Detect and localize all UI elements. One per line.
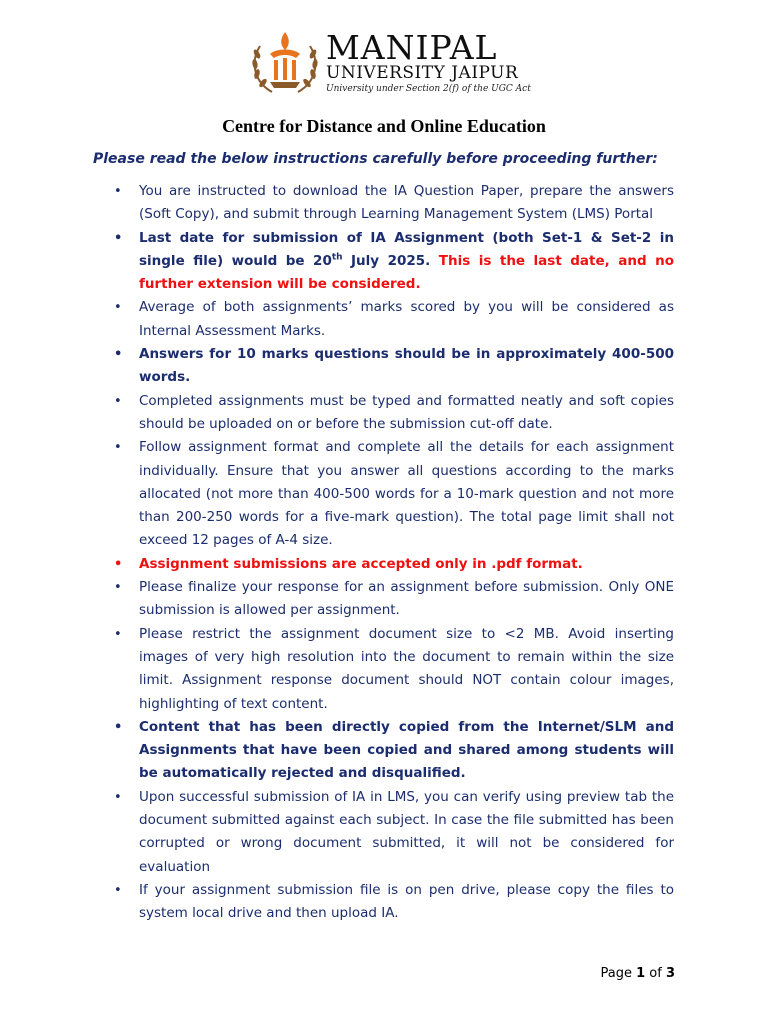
bullet: • (114, 440, 122, 456)
list-item (112, 553, 674, 576)
bullet: • (114, 347, 123, 363)
list-item (112, 296, 674, 343)
list-item (112, 436, 674, 552)
list-item-text: Last date for submission of IA Assignment (both Set-1 & Set-2 in single file) would be 20 (139, 229, 674, 269)
list-item-text: Answers for 10 marks questions should be in approximately 400-500 words. (139, 346, 674, 386)
page-current: 1 (636, 966, 646, 981)
list-item (112, 879, 674, 926)
bullet: • (114, 556, 123, 572)
logo-tagline: University under Section 2(f) of the UGC Act (326, 84, 531, 94)
list-item-text: You are instructed to download the IA Question Paper, prepare the answers (Soft Copy), and submit through Learning Management System (LMS) Portal (139, 183, 674, 223)
list-item-text: Upon successful submission of IA in LMS, you can verify using preview tab the document submitted against each subject. In case the file submitted has been corrupted or wrong document submitted, it will not be considered for evaluation (139, 788, 674, 875)
bullet: • (114, 393, 122, 409)
list-item (112, 716, 674, 786)
of-label: of (649, 966, 662, 981)
list-item-text: Assignment submissions are accepted only in .pdf format. (139, 555, 583, 572)
list-item-text: Content that has been directly copied from the Internet/SLM and Assignments that have been copied and shared among students will be automatically rejected and disqualified. (139, 718, 674, 782)
logo-subtitle: UNIVERSITY JAIPUR (326, 63, 519, 83)
bullet: • (114, 882, 122, 898)
ordinal-suffix: th (331, 252, 343, 263)
list-item-text: Completed assignments must be typed and formatted neatly and soft copies should be uploaded on or before the submission cut-off date. (139, 392, 674, 432)
university-emblem-icon (246, 28, 324, 100)
list-item (112, 343, 674, 390)
bullet: • (114, 789, 122, 805)
list-item (112, 786, 674, 879)
page-total: 3 (665, 966, 675, 981)
list-item (112, 227, 674, 297)
list-item-text: July 2025. (342, 252, 439, 269)
bullet: • (114, 719, 123, 735)
bullet: • (114, 300, 122, 316)
bullet: • (114, 626, 122, 642)
list-item-text: Please restrict the assignment document size to <2 MB. Avoid inserting images of very high resolution into the document to remain within the size limit. Assignment response document should NOT contain colour images, highlighting of text content. (139, 625, 674, 712)
bullet: • (114, 580, 122, 596)
logo-wordmark (326, 28, 531, 95)
page-number (600, 966, 675, 981)
list-item-text: Follow assignment format and complete all the details for each assignment individually. Ensure that you answer all questions according to the marks allocated (not more than 400-500 words for a 10-mark question and not more than 200-250 words for a five-mark question). The total page limit shall not exceed 12 pages of A-4 size. (139, 439, 674, 549)
instructions-list (112, 180, 674, 926)
list-item-text: Average of both assignments’ marks scored by you will be considered as Internal Assessment Marks. (139, 299, 674, 339)
list-item-text: If your assignment submission file is on pen drive, please copy the files to system local drive and then upload IA. (139, 881, 674, 922)
university-logo (246, 28, 536, 100)
page-label: Page (600, 966, 632, 981)
centre-title: Centre for Distance and Online Education (222, 116, 546, 136)
list-item-text: Please finalize your response for an assignment before submission. Only ONE submission is allowed per assignment. (139, 579, 674, 619)
bullet: • (114, 184, 122, 199)
logo-title: MANIPAL (326, 28, 498, 67)
list-item (112, 390, 674, 437)
intro-heading: Please read the below instructions carefully before proceeding further: (93, 151, 658, 167)
list-item (112, 576, 674, 623)
list-item (112, 180, 674, 227)
list-item (112, 623, 674, 716)
bullet: • (114, 230, 123, 246)
deadline-warning: This is the last date, and no further extension will be considered. (139, 252, 674, 293)
